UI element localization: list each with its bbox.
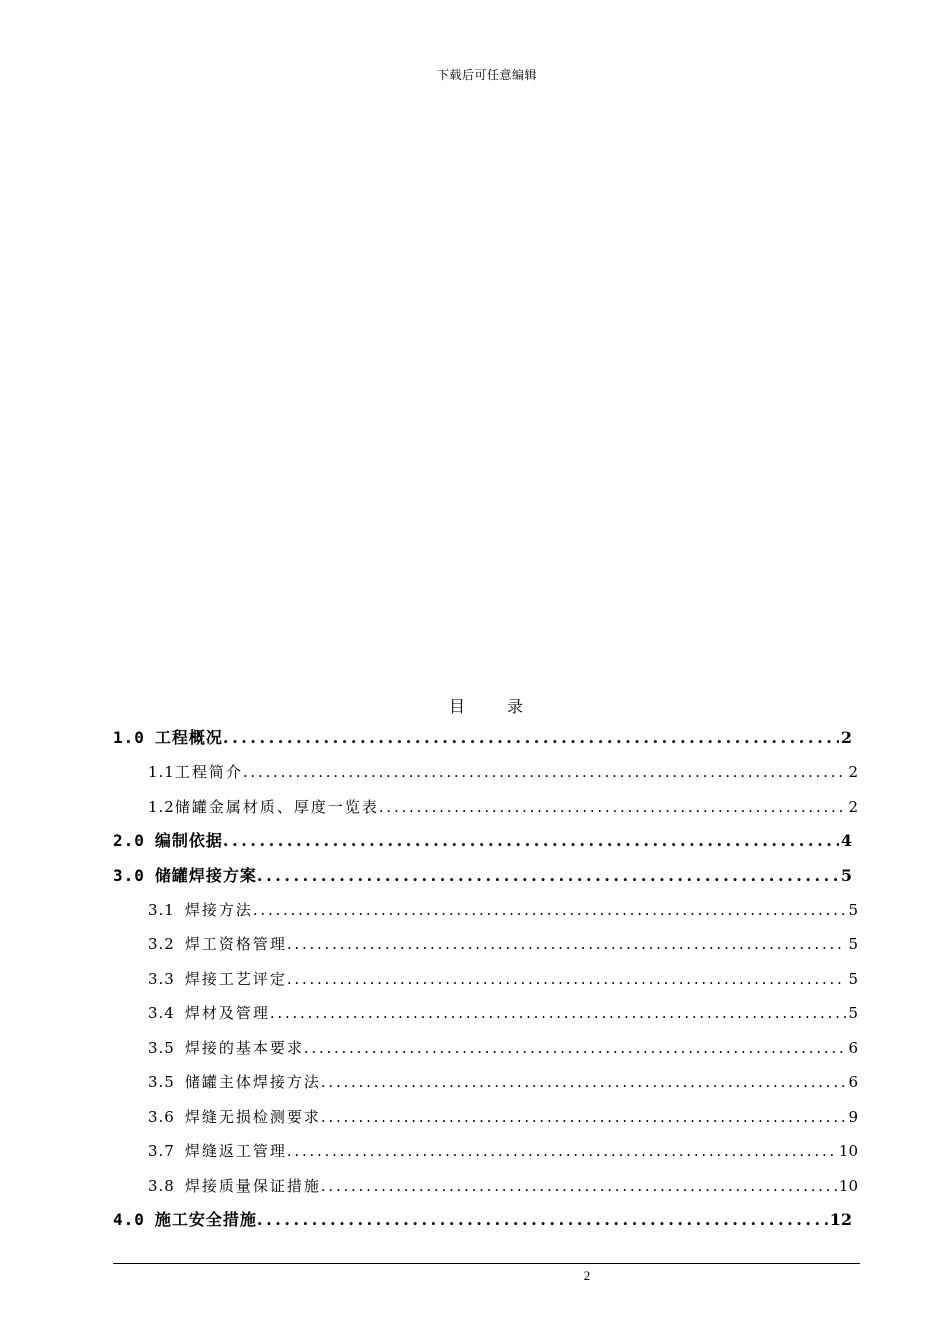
toc-leader-dots	[223, 726, 839, 750]
toc-entry-3-1[interactable]	[148, 898, 858, 922]
toc-entry-3-0[interactable]	[113, 864, 852, 888]
toc-entry-page: 2	[848, 763, 858, 781]
footer-divider	[113, 1263, 860, 1264]
toc-entry-label: 储罐主体焊接方法	[184, 1073, 321, 1091]
toc-entry-3-5b[interactable]	[148, 1070, 858, 1094]
toc-entry-page: 4	[840, 831, 852, 850]
toc-leader-dots	[253, 898, 847, 922]
toc-entry-label: 焊工资格管理	[184, 935, 287, 953]
toc-leader-dots	[223, 829, 839, 853]
toc-entry-1-1[interactable]	[148, 760, 858, 784]
toc-entry-number: 4.0	[113, 1210, 145, 1229]
toc-title	[0, 694, 950, 717]
toc-entry-page: 6	[848, 1073, 858, 1091]
toc-entry-3-7[interactable]	[148, 1139, 858, 1163]
toc-leader-dots	[304, 1036, 847, 1060]
toc-entry-page: 12	[829, 1210, 852, 1229]
toc-leader-dots	[287, 932, 847, 956]
toc-entry-2-0[interactable]	[113, 829, 852, 853]
toc-entry-1-2[interactable]	[148, 795, 858, 819]
toc-entry-page: 5	[848, 935, 858, 953]
toc-entry-number: 1.1	[148, 763, 175, 781]
toc-leader-dots	[287, 967, 847, 991]
toc-leader-dots	[321, 1105, 847, 1129]
toc-entry-label: 焊接的基本要求	[184, 1039, 304, 1057]
toc-entry-label: 焊缝返工管理	[184, 1142, 287, 1160]
toc-entry-number: 3.3	[148, 970, 175, 988]
toc-leader-dots	[321, 1070, 847, 1094]
toc-entry-label: 编制依据	[154, 831, 223, 850]
toc-title-left: 目	[448, 697, 467, 716]
toc-entry-3-2[interactable]	[148, 932, 858, 956]
toc-entry-page: 2	[848, 798, 858, 816]
toc-entry-label: 储罐焊接方案	[154, 866, 257, 885]
toc-entry-number: 3.8	[148, 1177, 175, 1195]
toc-entry-page: 5	[848, 970, 858, 988]
toc-entry-page: 9	[848, 1108, 858, 1126]
toc-entry-3-8[interactable]	[148, 1174, 858, 1198]
toc-entry-page: 5	[840, 866, 852, 885]
toc-entry-1-0[interactable]	[113, 726, 852, 750]
toc-leader-dots	[257, 864, 839, 888]
toc-entry-number: 3.0	[113, 866, 145, 885]
toc-leader-dots	[257, 1208, 828, 1232]
toc-entry-3-6[interactable]	[148, 1105, 858, 1129]
toc-entry-page: 10	[838, 1177, 858, 1195]
toc-entry-label: 储罐金属材质、厚度一览表	[174, 798, 379, 816]
toc-entry-page: 2	[840, 728, 852, 747]
toc-entry-page: 5	[848, 901, 858, 919]
toc-entry-number: 3.4	[148, 1004, 175, 1022]
toc-entry-number: 2.0	[113, 831, 145, 850]
toc-entry-3-4[interactable]	[148, 1001, 858, 1025]
toc-entry-3-5a[interactable]	[148, 1036, 858, 1060]
toc-entry-page: 5	[848, 1004, 858, 1022]
toc-entry-number: 1.2	[148, 798, 175, 816]
toc-entry-label: 施工安全措施	[154, 1210, 257, 1229]
toc-leader-dots	[379, 795, 847, 819]
toc-entry-number: 3.6	[148, 1108, 175, 1126]
toc-entry-number: 3.1	[148, 901, 175, 919]
header-note: 下载后可任意编辑	[436, 68, 537, 82]
toc-entry-number: 3.2	[148, 935, 175, 953]
toc-entry-number: 3.5	[148, 1039, 175, 1057]
toc-leader-dots	[287, 1139, 837, 1163]
toc-leader-dots	[270, 1001, 847, 1025]
toc-entry-label: 焊接方法	[184, 901, 253, 919]
toc-entry-label: 焊接工艺评定	[184, 970, 287, 988]
toc-entry-page: 6	[848, 1039, 858, 1057]
toc-entry-label: 工程概况	[154, 728, 223, 747]
toc-entry-label: 焊缝无损检测要求	[184, 1108, 321, 1126]
toc-entry-label: 工程简介	[174, 763, 243, 781]
toc-entry-label: 焊接质量保证措施	[184, 1177, 321, 1195]
toc-entry-page: 10	[838, 1142, 858, 1160]
toc-entry-number: 3.5	[148, 1073, 175, 1091]
toc-entry-label: 焊材及管理	[184, 1004, 270, 1022]
toc-leader-dots	[321, 1174, 837, 1198]
toc-entry-number: 3.7	[148, 1142, 175, 1160]
footer-page-number: 2	[583, 1268, 591, 1283]
toc-entry-number: 1.0	[113, 728, 145, 747]
toc-entry-4-0[interactable]	[113, 1208, 852, 1232]
toc-leader-dots	[243, 760, 847, 784]
toc-entry-3-3[interactable]	[148, 967, 858, 991]
toc-title-right: 录	[507, 697, 526, 716]
